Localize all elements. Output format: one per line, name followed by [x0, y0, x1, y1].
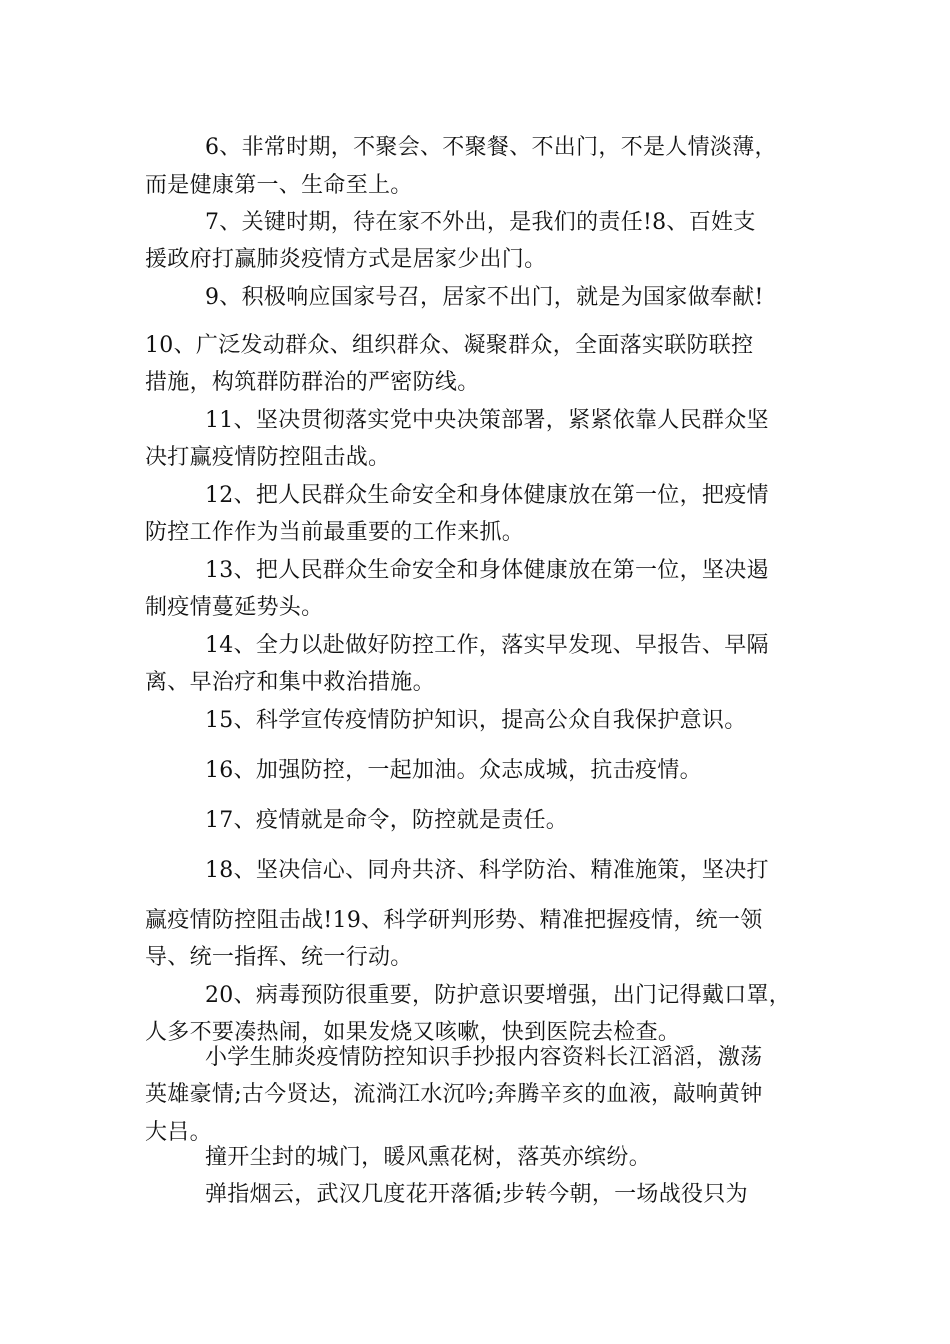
- text-line: 而是健康第一、生命至上。: [145, 173, 413, 198]
- text-line: 导、统一指挥、统一行动。: [145, 945, 413, 970]
- text-line: 制疫情蔓延势头。: [145, 595, 324, 620]
- text-line: 12、把人民群众生命安全和身体健康放在第一位，把疫情: [205, 483, 769, 508]
- text-line: 离、早治疗和集中救治措施。: [145, 670, 435, 695]
- text-line: 7、关键时期，待在家不外出，是我们的责任!8、百姓支: [205, 210, 756, 235]
- text-line: 13、把人民群众生命安全和身体健康放在第一位，坚决遏: [205, 558, 769, 583]
- text-line: 撞开尘封的城门，暖风熏花树，落英亦缤纷。: [205, 1145, 652, 1170]
- text-line: 援政府打赢肺炎疫情方式是居家少出门。: [145, 247, 547, 272]
- text-line: 赢疫情防控阻击战!19、科学研判形势、精准把握疫情，统一领: [145, 908, 763, 933]
- text-line: 15、科学宣传疫情防护知识，提高公众自我保护意识。: [205, 708, 747, 733]
- text-line: 6、非常时期，不聚会、不聚餐、不出门，不是人情淡薄，: [205, 135, 777, 160]
- text-line: 措施，构筑群防群治的严密防线。: [145, 370, 480, 395]
- text-line: 16、加强防控，一起加油。众志成城，抗击疫情。: [205, 758, 702, 783]
- text-line: 20、病毒预防很重要，防护意识要增强，出门记得戴口罩，: [205, 983, 792, 1008]
- text-line: 9、积极响应国家号召，居家不出门，就是为国家做奉献!: [205, 285, 764, 310]
- text-line: 弹指烟云，武汉几度花开落循;步转今朝，一场战役只为: [205, 1182, 748, 1207]
- text-line: 大吕。: [145, 1120, 212, 1145]
- text-line: 18、坚决信心、同舟共济、科学防治、精准施策，坚决打: [205, 858, 769, 883]
- text-line: 17、疫情就是命令，防控就是责任。: [205, 808, 569, 833]
- text-line: 防控工作作为当前最重要的工作来抓。: [145, 520, 525, 545]
- text-line: 小学生肺炎疫情防控知识手抄报内容资料长江滔滔，激荡: [205, 1045, 763, 1070]
- text-line: 10、广泛发动群众、组织群众、凝聚群众，全面落实联防联控: [145, 333, 754, 358]
- text-line: 决打赢疫情防控阻击战。: [145, 445, 391, 470]
- text-line: 11、坚决贯彻落实党中央决策部署，紧紧依靠人民群众坚: [205, 408, 769, 433]
- text-line: 14、全力以赴做好防控工作，落实早发现、早报告、早隔: [205, 633, 769, 658]
- text-line: 人多不要凑热闹，如果发烧又咳嗽，快到医院去检查。: [145, 1020, 681, 1045]
- text-line: 英雄豪情;古今贤达，流淌江水沉吟;奔腾辛亥的血液，敲响黄钟: [145, 1082, 763, 1107]
